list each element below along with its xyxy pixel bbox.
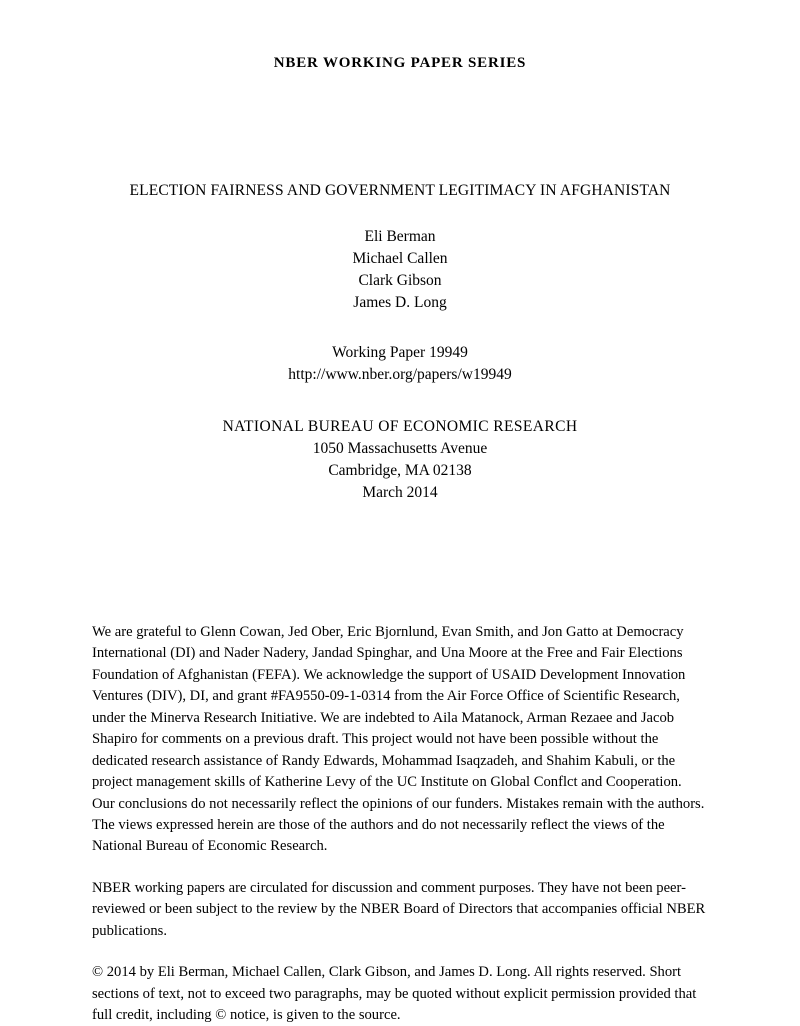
publication-date: March 2014 [362, 484, 438, 501]
institution-name: NATIONAL BUREAU OF ECONOMIC RESEARCH [222, 418, 578, 435]
institution-city: Cambridge, MA 02138 [328, 462, 472, 479]
working-paper-number: Working Paper 19949 [332, 344, 468, 361]
page-title: ELECTION FAIRNESS AND GOVERNMENT LEGITIMACY IN AFGHANISTAN [129, 182, 671, 199]
acknowledgements-section [92, 622, 708, 858]
paper-page [0, 55, 800, 1023]
institution-info [0, 416, 800, 504]
working-paper-url[interactable]: http://www.nber.org/papers/w19949 [288, 366, 512, 383]
author-name: James D. Long [353, 294, 447, 311]
institution-address: 1050 Massachusetts Avenue [312, 440, 488, 457]
author-name: Michael Callen [352, 250, 448, 267]
author-name: Clark Gibson [358, 272, 442, 289]
disclaimer-section [92, 878, 708, 942]
author-list [0, 226, 800, 314]
acknowledgements-text: We are grateful to Glenn Cowan, Jed Ober, Eric Bjornlund, Evan Smith, and Jon Gatto at Democracy International (DI) and Nader Nadery, Jandad Spinghar, and Una Moore at the Free and Fair Elections Foundation of Afghanistan (FEFA). We acknowledge the support of USAID Development Innovation Ventures (DIV), DI, and grant #FA9550-09-1-0314 from the Air Force Office of Scientific Research, under the Minerva Research Initiative. We are indebted to Aila Matanock, Arman Rezaee and Jacob Shapiro for comments on a previous draft. This project would not have been possible without the dedicated research assistance of Randy Edwards, Mohammad Isaqzadeh, and Shahim Kabuli, or the project management skills of Katherine Levy of the UC Institute on Global Conflct and Cooperation. Our conclusions do not necessarily reflect the opinions of our funders. Mistakes remain with the authors. The views expressed herein are those of the authors and do not necessarily reflect the views of the National Bureau of Economic Research. [92, 624, 705, 855]
working-paper-info [0, 342, 800, 386]
series-header: NBER WORKING PAPER SERIES [273, 55, 527, 71]
author-name: Eli Berman [364, 228, 436, 245]
copyright-section [92, 962, 708, 1026]
disclaimer-text: NBER working papers are circulated for discussion and comment purposes. They have not been peer-reviewed or been subject to the review by the NBER Board of Directors that accompanies official NBER publications. [92, 879, 706, 939]
title-block [0, 182, 800, 504]
copyright-text: © 2014 by Eli Berman, Michael Callen, Clark Gibson, and James D. Long. All rights reserved. Short sections of text, not to exceed two paragraphs, may be quoted without explicit permission provided that full credit, including © notice, is given to the source. [92, 964, 697, 1023]
